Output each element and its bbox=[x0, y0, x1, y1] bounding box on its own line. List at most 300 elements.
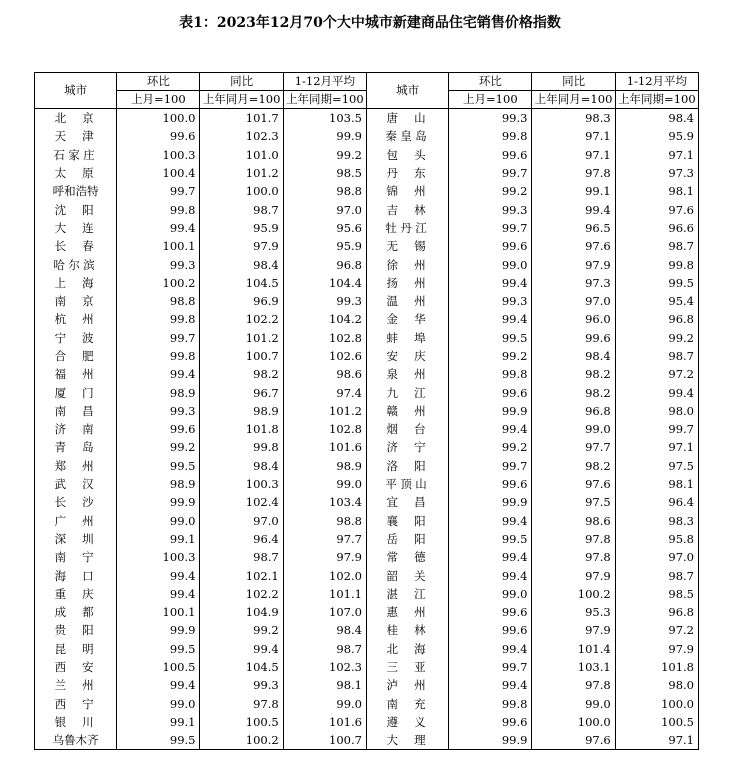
city-cell-left: 福州 bbox=[35, 365, 117, 383]
mom-cell-left: 99.4 bbox=[117, 585, 200, 603]
table-row bbox=[35, 237, 699, 255]
mom-cell-left: 99.4 bbox=[117, 676, 200, 694]
yoy-cell-right: 98.2 bbox=[532, 457, 615, 475]
ytd-cell-left: 103.4 bbox=[283, 493, 366, 511]
city-cell-right: 桂林 bbox=[366, 621, 448, 639]
mom-cell-right: 99.7 bbox=[449, 164, 532, 182]
city-cell-left: 哈尔滨 bbox=[35, 255, 117, 273]
mom-cell-right: 99.2 bbox=[449, 347, 532, 365]
table-row bbox=[35, 475, 699, 493]
city-cell-right: 秦皇岛 bbox=[366, 127, 448, 145]
city-header-left: 城市 bbox=[35, 73, 117, 109]
city-cell-right: 常德 bbox=[366, 548, 448, 566]
city-cell-right: 徐州 bbox=[366, 255, 448, 273]
yoy-cell-left: 101.8 bbox=[200, 420, 283, 438]
table-row bbox=[35, 512, 699, 530]
mom-cell-right: 99.9 bbox=[449, 493, 532, 511]
city-cell-left: 呼和浩特 bbox=[35, 182, 117, 200]
mom-cell-right: 99.4 bbox=[449, 566, 532, 584]
mom-cell-right: 99.8 bbox=[449, 365, 532, 383]
yoy-cell-left: 98.7 bbox=[200, 200, 283, 218]
city-cell-right: 湛江 bbox=[366, 585, 448, 603]
city-cell-right: 宜昌 bbox=[366, 493, 448, 511]
mom-cell-left: 100.5 bbox=[117, 658, 200, 676]
table-row bbox=[35, 127, 699, 145]
yoy-cell-right: 99.6 bbox=[532, 329, 615, 347]
mom-cell-left: 99.9 bbox=[117, 493, 200, 511]
city-cell-left: 西安 bbox=[35, 658, 117, 676]
mom-base-left: 上月=100 bbox=[117, 91, 200, 109]
ytd-cell-left: 97.9 bbox=[283, 548, 366, 566]
city-cell-right: 烟台 bbox=[366, 420, 448, 438]
ytd-cell-left: 100.7 bbox=[283, 731, 366, 750]
city-cell-right: 唐山 bbox=[366, 109, 448, 128]
table-row bbox=[35, 329, 699, 347]
ytd-cell-right: 98.0 bbox=[615, 676, 698, 694]
table-row bbox=[35, 219, 699, 237]
yoy-cell-left: 97.9 bbox=[200, 237, 283, 255]
ytd-cell-right: 98.1 bbox=[615, 475, 698, 493]
ytd-cell-left: 99.0 bbox=[283, 695, 366, 713]
ytd-cell-left: 104.2 bbox=[283, 310, 366, 328]
mom-cell-right: 99.0 bbox=[449, 585, 532, 603]
mom-cell-right: 99.2 bbox=[449, 182, 532, 200]
table-row bbox=[35, 164, 699, 182]
yoy-cell-left: 98.2 bbox=[200, 365, 283, 383]
city-cell-right: 泸州 bbox=[366, 676, 448, 694]
city-cell-left: 兰州 bbox=[35, 676, 117, 694]
mom-cell-left: 99.6 bbox=[117, 127, 200, 145]
table-title: 表1：2023年12月70个大中城市新建商品住宅销售价格指数 bbox=[179, 15, 561, 31]
city-cell-right: 泉州 bbox=[366, 365, 448, 383]
table-row bbox=[35, 146, 699, 164]
ytd-cell-left: 99.9 bbox=[283, 127, 366, 145]
ytd-cell-left: 97.7 bbox=[283, 530, 366, 548]
mom-cell-left: 98.8 bbox=[117, 292, 200, 310]
yoy-cell-right: 99.1 bbox=[532, 182, 615, 200]
mom-cell-right: 99.3 bbox=[449, 200, 532, 218]
ytd-cell-right: 98.1 bbox=[615, 182, 698, 200]
city-cell-left: 上海 bbox=[35, 274, 117, 292]
ytd-cell-right: 98.4 bbox=[615, 109, 698, 128]
city-cell-right: 北海 bbox=[366, 640, 448, 658]
yoy-cell-right: 103.1 bbox=[532, 658, 615, 676]
city-cell-left: 厦门 bbox=[35, 383, 117, 401]
yoy-cell-right: 97.8 bbox=[532, 164, 615, 182]
city-cell-right: 扬州 bbox=[366, 274, 448, 292]
yoy-base-right: 上年同月=100 bbox=[532, 91, 615, 109]
table-row bbox=[35, 493, 699, 511]
mom-cell-right: 99.4 bbox=[449, 420, 532, 438]
yoy-cell-right: 97.8 bbox=[532, 530, 615, 548]
city-cell-right: 牡丹江 bbox=[366, 219, 448, 237]
yoy-cell-right: 99.0 bbox=[532, 695, 615, 713]
table-row bbox=[35, 347, 699, 365]
table-row bbox=[35, 255, 699, 273]
city-cell-left: 杭州 bbox=[35, 310, 117, 328]
table-row bbox=[35, 182, 699, 200]
mom-cell-right: 99.6 bbox=[449, 475, 532, 493]
ytd-cell-right: 97.1 bbox=[615, 146, 698, 164]
yoy-cell-left: 100.2 bbox=[200, 731, 283, 750]
ytd-cell-right: 100.0 bbox=[615, 695, 698, 713]
yoy-cell-left: 101.7 bbox=[200, 109, 283, 128]
mom-cell-left: 99.3 bbox=[117, 402, 200, 420]
mom-cell-right: 99.2 bbox=[449, 438, 532, 456]
mom-cell-left: 99.9 bbox=[117, 621, 200, 639]
yoy-cell-left: 102.2 bbox=[200, 310, 283, 328]
yoy-cell-left: 97.8 bbox=[200, 695, 283, 713]
city-cell-left: 广州 bbox=[35, 512, 117, 530]
yoy-cell-left: 102.4 bbox=[200, 493, 283, 511]
yoy-cell-right: 98.4 bbox=[532, 347, 615, 365]
yoy-cell-right: 98.6 bbox=[532, 512, 615, 530]
mom-cell-right: 99.5 bbox=[449, 329, 532, 347]
ytd-cell-left: 98.9 bbox=[283, 457, 366, 475]
yoy-cell-right: 97.6 bbox=[532, 237, 615, 255]
ytd-cell-right: 101.8 bbox=[615, 658, 698, 676]
yoy-cell-left: 101.2 bbox=[200, 329, 283, 347]
yoy-cell-left: 100.5 bbox=[200, 713, 283, 731]
mom-cell-right: 99.4 bbox=[449, 310, 532, 328]
yoy-cell-right: 100.2 bbox=[532, 585, 615, 603]
mom-cell-left: 99.6 bbox=[117, 420, 200, 438]
city-cell-right: 惠州 bbox=[366, 603, 448, 621]
yoy-cell-left: 100.0 bbox=[200, 182, 283, 200]
mom-cell-left: 100.4 bbox=[117, 164, 200, 182]
mom-cell-left: 99.2 bbox=[117, 438, 200, 456]
yoy-cell-left: 102.1 bbox=[200, 566, 283, 584]
ytd-cell-right: 97.9 bbox=[615, 640, 698, 658]
ytd-cell-right: 98.7 bbox=[615, 347, 698, 365]
ytd-cell-left: 98.6 bbox=[283, 365, 366, 383]
city-cell-right: 丹东 bbox=[366, 164, 448, 182]
ytd-cell-left: 97.4 bbox=[283, 383, 366, 401]
yoy-cell-right: 97.0 bbox=[532, 292, 615, 310]
table-row bbox=[35, 420, 699, 438]
mom-cell-right: 99.6 bbox=[449, 146, 532, 164]
table-row bbox=[35, 603, 699, 621]
city-cell-left: 石家庄 bbox=[35, 146, 117, 164]
city-cell-left: 乌鲁木齐 bbox=[35, 731, 117, 750]
mom-cell-right: 99.4 bbox=[449, 548, 532, 566]
city-cell-left: 西宁 bbox=[35, 695, 117, 713]
mom-cell-left: 100.3 bbox=[117, 146, 200, 164]
ytd-cell-right: 98.3 bbox=[615, 512, 698, 530]
mom-cell-right: 99.7 bbox=[449, 658, 532, 676]
price-index-table bbox=[34, 72, 699, 750]
mom-cell-left: 99.1 bbox=[117, 530, 200, 548]
ytd-cell-right: 95.9 bbox=[615, 127, 698, 145]
mom-cell-right: 99.9 bbox=[449, 731, 532, 750]
yoy-cell-left: 102.3 bbox=[200, 127, 283, 145]
mom-cell-left: 99.7 bbox=[117, 182, 200, 200]
mom-cell-right: 99.4 bbox=[449, 512, 532, 530]
mom-cell-left: 99.1 bbox=[117, 713, 200, 731]
mom-cell-left: 99.0 bbox=[117, 512, 200, 530]
mom-cell-left: 99.8 bbox=[117, 310, 200, 328]
ytd-cell-right: 97.6 bbox=[615, 200, 698, 218]
table-row bbox=[35, 713, 699, 731]
ytd-cell-left: 104.4 bbox=[283, 274, 366, 292]
ytd-cell-right: 98.7 bbox=[615, 566, 698, 584]
yoy-cell-right: 97.1 bbox=[532, 127, 615, 145]
city-cell-left: 南京 bbox=[35, 292, 117, 310]
city-cell-right: 金华 bbox=[366, 310, 448, 328]
mom-cell-left: 98.9 bbox=[117, 475, 200, 493]
ytd-header-right: 1-12月平均 bbox=[615, 73, 698, 91]
city-cell-right: 安庆 bbox=[366, 347, 448, 365]
mom-cell-right: 99.6 bbox=[449, 237, 532, 255]
ytd-cell-left: 99.2 bbox=[283, 146, 366, 164]
city-cell-left: 海口 bbox=[35, 566, 117, 584]
mom-cell-right: 99.0 bbox=[449, 255, 532, 273]
mom-base-right: 上月=100 bbox=[449, 91, 532, 109]
yoy-cell-left: 100.3 bbox=[200, 475, 283, 493]
ytd-cell-right: 100.5 bbox=[615, 713, 698, 731]
yoy-cell-right: 96.8 bbox=[532, 402, 615, 420]
city-cell-left: 合肥 bbox=[35, 347, 117, 365]
yoy-cell-right: 97.9 bbox=[532, 621, 615, 639]
mom-cell-right: 99.6 bbox=[449, 621, 532, 639]
yoy-cell-right: 95.3 bbox=[532, 603, 615, 621]
ytd-cell-right: 97.3 bbox=[615, 164, 698, 182]
city-cell-right: 蚌埠 bbox=[366, 329, 448, 347]
yoy-cell-right: 97.8 bbox=[532, 676, 615, 694]
ytd-cell-right: 96.6 bbox=[615, 219, 698, 237]
yoy-cell-right: 96.0 bbox=[532, 310, 615, 328]
mom-cell-left: 100.1 bbox=[117, 603, 200, 621]
mom-cell-right: 99.3 bbox=[449, 109, 532, 128]
ytd-cell-left: 102.8 bbox=[283, 329, 366, 347]
mom-cell-left: 99.5 bbox=[117, 640, 200, 658]
yoy-cell-left: 99.2 bbox=[200, 621, 283, 639]
mom-cell-right: 99.8 bbox=[449, 695, 532, 713]
yoy-cell-left: 100.7 bbox=[200, 347, 283, 365]
table-row bbox=[35, 365, 699, 383]
city-cell-left: 太原 bbox=[35, 164, 117, 182]
yoy-cell-right: 97.8 bbox=[532, 548, 615, 566]
yoy-cell-right: 97.5 bbox=[532, 493, 615, 511]
ytd-cell-right: 95.8 bbox=[615, 530, 698, 548]
mom-cell-right: 99.6 bbox=[449, 383, 532, 401]
ytd-cell-right: 99.4 bbox=[615, 383, 698, 401]
ytd-cell-left: 97.0 bbox=[283, 200, 366, 218]
city-cell-right: 襄阳 bbox=[366, 512, 448, 530]
ytd-cell-right: 98.7 bbox=[615, 237, 698, 255]
ytd-base-right: 上年同期=100 bbox=[615, 91, 698, 109]
city-cell-right: 温州 bbox=[366, 292, 448, 310]
yoy-cell-left: 101.2 bbox=[200, 164, 283, 182]
ytd-cell-right: 97.2 bbox=[615, 621, 698, 639]
ytd-header-left: 1-12月平均 bbox=[283, 73, 366, 91]
ytd-cell-right: 96.4 bbox=[615, 493, 698, 511]
ytd-cell-right: 99.7 bbox=[615, 420, 698, 438]
yoy-cell-right: 97.6 bbox=[532, 731, 615, 750]
ytd-cell-left: 103.5 bbox=[283, 109, 366, 128]
mom-cell-left: 99.5 bbox=[117, 457, 200, 475]
city-cell-right: 赣州 bbox=[366, 402, 448, 420]
yoy-cell-left: 101.0 bbox=[200, 146, 283, 164]
yoy-cell-right: 100.0 bbox=[532, 713, 615, 731]
city-cell-left: 长沙 bbox=[35, 493, 117, 511]
mom-header-right: 环比 bbox=[449, 73, 532, 91]
ytd-cell-right: 97.2 bbox=[615, 365, 698, 383]
city-cell-right: 岳阳 bbox=[366, 530, 448, 548]
mom-cell-left: 99.5 bbox=[117, 731, 200, 750]
ytd-cell-left: 98.7 bbox=[283, 640, 366, 658]
yoy-cell-left: 98.7 bbox=[200, 548, 283, 566]
ytd-cell-left: 101.1 bbox=[283, 585, 366, 603]
city-cell-right: 韶关 bbox=[366, 566, 448, 584]
ytd-cell-right: 97.0 bbox=[615, 548, 698, 566]
ytd-cell-right: 97.1 bbox=[615, 731, 698, 750]
mom-cell-right: 99.4 bbox=[449, 640, 532, 658]
mom-cell-left: 99.4 bbox=[117, 219, 200, 237]
mom-cell-left: 100.0 bbox=[117, 109, 200, 128]
table-row bbox=[35, 621, 699, 639]
city-cell-right: 锦州 bbox=[366, 182, 448, 200]
city-cell-left: 大连 bbox=[35, 219, 117, 237]
city-cell-left: 武汉 bbox=[35, 475, 117, 493]
yoy-base-left: 上年同月=100 bbox=[200, 91, 283, 109]
ytd-cell-left: 98.5 bbox=[283, 164, 366, 182]
ytd-cell-right: 98.0 bbox=[615, 402, 698, 420]
city-cell-left: 重庆 bbox=[35, 585, 117, 603]
city-cell-right: 济宁 bbox=[366, 438, 448, 456]
city-cell-left: 郑州 bbox=[35, 457, 117, 475]
table-row bbox=[35, 438, 699, 456]
table-row bbox=[35, 548, 699, 566]
table-row bbox=[35, 402, 699, 420]
table-row bbox=[35, 585, 699, 603]
city-cell-left: 银川 bbox=[35, 713, 117, 731]
ytd-cell-left: 98.8 bbox=[283, 512, 366, 530]
city-cell-right: 平顶山 bbox=[366, 475, 448, 493]
ytd-cell-left: 99.0 bbox=[283, 475, 366, 493]
yoy-cell-right: 97.3 bbox=[532, 274, 615, 292]
yoy-cell-left: 95.9 bbox=[200, 219, 283, 237]
yoy-cell-left: 104.5 bbox=[200, 658, 283, 676]
city-cell-right: 遵义 bbox=[366, 713, 448, 731]
city-cell-right: 三亚 bbox=[366, 658, 448, 676]
yoy-cell-right: 98.2 bbox=[532, 383, 615, 401]
city-cell-left: 宁波 bbox=[35, 329, 117, 347]
city-cell-right: 包头 bbox=[366, 146, 448, 164]
city-cell-left: 南昌 bbox=[35, 402, 117, 420]
ytd-cell-left: 102.0 bbox=[283, 566, 366, 584]
city-cell-left: 南宁 bbox=[35, 548, 117, 566]
yoy-cell-left: 99.8 bbox=[200, 438, 283, 456]
mom-cell-right: 99.5 bbox=[449, 530, 532, 548]
city-cell-right: 无锡 bbox=[366, 237, 448, 255]
yoy-cell-right: 97.7 bbox=[532, 438, 615, 456]
ytd-cell-right: 99.2 bbox=[615, 329, 698, 347]
mom-cell-left: 99.0 bbox=[117, 695, 200, 713]
ytd-cell-left: 95.6 bbox=[283, 219, 366, 237]
yoy-cell-right: 96.5 bbox=[532, 219, 615, 237]
mom-cell-right: 99.6 bbox=[449, 713, 532, 731]
yoy-cell-left: 98.4 bbox=[200, 457, 283, 475]
city-cell-left: 沈阳 bbox=[35, 200, 117, 218]
yoy-header-left: 同比 bbox=[200, 73, 283, 91]
yoy-cell-left: 104.5 bbox=[200, 274, 283, 292]
yoy-cell-left: 96.4 bbox=[200, 530, 283, 548]
mom-cell-left: 98.9 bbox=[117, 383, 200, 401]
mom-cell-left: 99.8 bbox=[117, 347, 200, 365]
table-row bbox=[35, 383, 699, 401]
ytd-cell-right: 99.5 bbox=[615, 274, 698, 292]
ytd-cell-left: 101.6 bbox=[283, 713, 366, 731]
ytd-cell-left: 101.2 bbox=[283, 402, 366, 420]
city-cell-left: 贵阳 bbox=[35, 621, 117, 639]
table-row bbox=[35, 292, 699, 310]
table-row bbox=[35, 640, 699, 658]
ytd-cell-right: 97.5 bbox=[615, 457, 698, 475]
mom-cell-right: 99.6 bbox=[449, 603, 532, 621]
table-row bbox=[35, 658, 699, 676]
city-cell-right: 吉林 bbox=[366, 200, 448, 218]
mom-cell-left: 99.4 bbox=[117, 365, 200, 383]
mom-cell-right: 99.7 bbox=[449, 219, 532, 237]
mom-cell-left: 99.7 bbox=[117, 329, 200, 347]
yoy-cell-left: 98.4 bbox=[200, 255, 283, 273]
ytd-cell-right: 98.5 bbox=[615, 585, 698, 603]
ytd-cell-left: 102.3 bbox=[283, 658, 366, 676]
yoy-cell-left: 99.4 bbox=[200, 640, 283, 658]
city-cell-left: 深圳 bbox=[35, 530, 117, 548]
city-header-right: 城市 bbox=[366, 73, 448, 109]
ytd-cell-left: 98.1 bbox=[283, 676, 366, 694]
city-cell-right: 洛阳 bbox=[366, 457, 448, 475]
ytd-cell-left: 96.8 bbox=[283, 255, 366, 273]
mom-cell-right: 99.8 bbox=[449, 127, 532, 145]
city-cell-left: 长春 bbox=[35, 237, 117, 255]
city-cell-left: 成都 bbox=[35, 603, 117, 621]
city-cell-right: 大理 bbox=[366, 731, 448, 750]
ytd-cell-left: 95.9 bbox=[283, 237, 366, 255]
mom-cell-left: 99.8 bbox=[117, 200, 200, 218]
yoy-header-right: 同比 bbox=[532, 73, 615, 91]
ytd-base-left: 上年同期=100 bbox=[283, 91, 366, 109]
mom-cell-left: 100.1 bbox=[117, 237, 200, 255]
ytd-cell-left: 98.8 bbox=[283, 182, 366, 200]
table-row bbox=[35, 566, 699, 584]
mom-cell-right: 99.3 bbox=[449, 292, 532, 310]
ytd-cell-left: 102.8 bbox=[283, 420, 366, 438]
mom-cell-left: 100.3 bbox=[117, 548, 200, 566]
yoy-cell-left: 98.9 bbox=[200, 402, 283, 420]
mom-cell-right: 99.9 bbox=[449, 402, 532, 420]
ytd-cell-right: 97.1 bbox=[615, 438, 698, 456]
city-cell-left: 济南 bbox=[35, 420, 117, 438]
city-cell-right: 九江 bbox=[366, 383, 448, 401]
ytd-cell-left: 99.3 bbox=[283, 292, 366, 310]
mom-cell-right: 99.4 bbox=[449, 676, 532, 694]
ytd-cell-right: 99.8 bbox=[615, 255, 698, 273]
yoy-cell-left: 96.7 bbox=[200, 383, 283, 401]
yoy-cell-left: 96.9 bbox=[200, 292, 283, 310]
city-cell-left: 天津 bbox=[35, 127, 117, 145]
ytd-cell-right: 96.8 bbox=[615, 603, 698, 621]
table-row bbox=[35, 695, 699, 713]
yoy-cell-left: 104.9 bbox=[200, 603, 283, 621]
mom-cell-left: 99.3 bbox=[117, 255, 200, 273]
yoy-cell-right: 98.3 bbox=[532, 109, 615, 128]
yoy-cell-right: 97.6 bbox=[532, 475, 615, 493]
yoy-cell-right: 97.9 bbox=[532, 566, 615, 584]
mom-cell-left: 99.4 bbox=[117, 566, 200, 584]
